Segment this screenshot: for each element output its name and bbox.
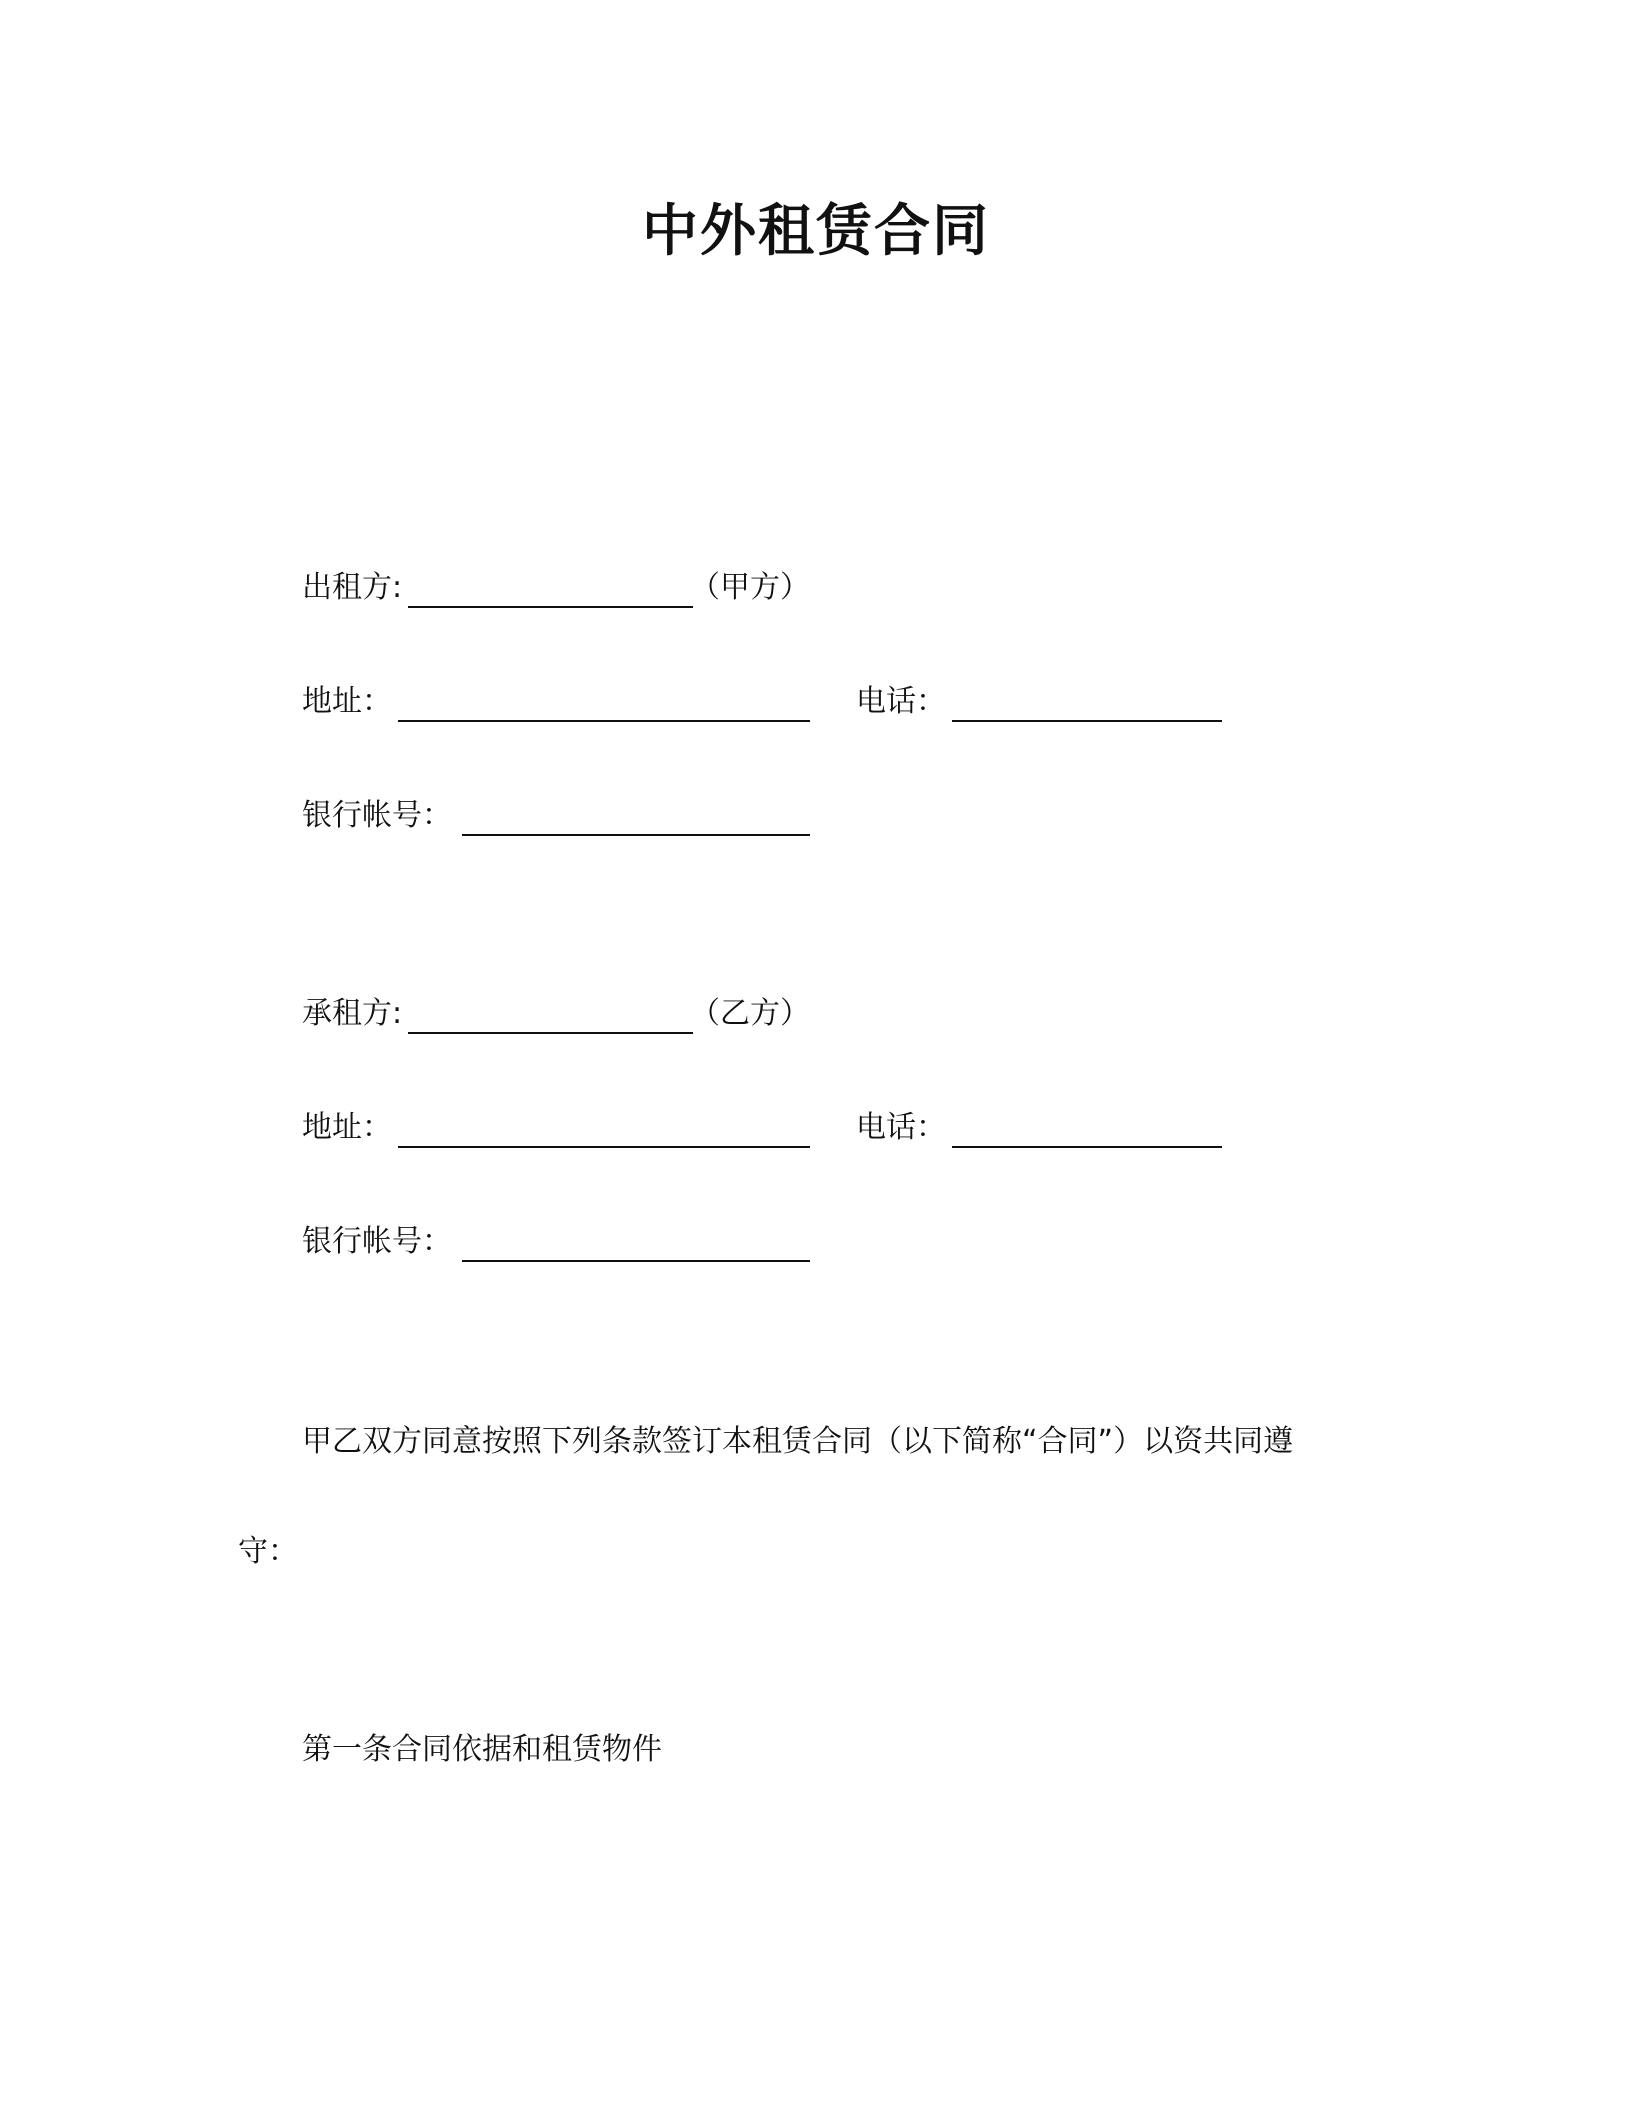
lessor-bank-label: 银行帐号： (302, 798, 452, 833)
document-title: 中外租赁合同 (642, 199, 990, 264)
lessor-phone-label: 电话： (856, 684, 946, 719)
lessee-address-field[interactable] (398, 1146, 810, 1148)
lessee-role-label: （乙方） (690, 996, 810, 1031)
lessor-address-label: 地址： (302, 684, 392, 719)
lessee-phone-label: 电话： (856, 1110, 946, 1145)
lessee-name-field[interactable] (408, 1032, 693, 1034)
lessee-bank-label: 银行帐号： (302, 1224, 452, 1259)
intro-paragraph-line2: 守： (238, 1534, 298, 1569)
lessee-phone-field[interactable] (952, 1146, 1222, 1148)
lessor-phone-field[interactable] (952, 720, 1222, 722)
lessor-name-field[interactable] (408, 606, 693, 608)
lessee-name-label: 承租方: (302, 996, 403, 1031)
lessee-bank-field[interactable] (462, 1260, 810, 1262)
lessor-name-label: 出租方: (302, 570, 403, 605)
lessor-bank-field[interactable] (462, 834, 810, 836)
lessor-role-label: （甲方） (690, 570, 810, 605)
lessor-address-field[interactable] (398, 720, 810, 722)
intro-paragraph-line1: 甲乙双方同意按照下列条款签订本租赁合同（以下简称“合同”）以资共同遵 (302, 1424, 1294, 1459)
lessee-address-label: 地址： (302, 1110, 392, 1145)
article1-heading: 第一条合同依据和租赁物件 (302, 1732, 662, 1767)
